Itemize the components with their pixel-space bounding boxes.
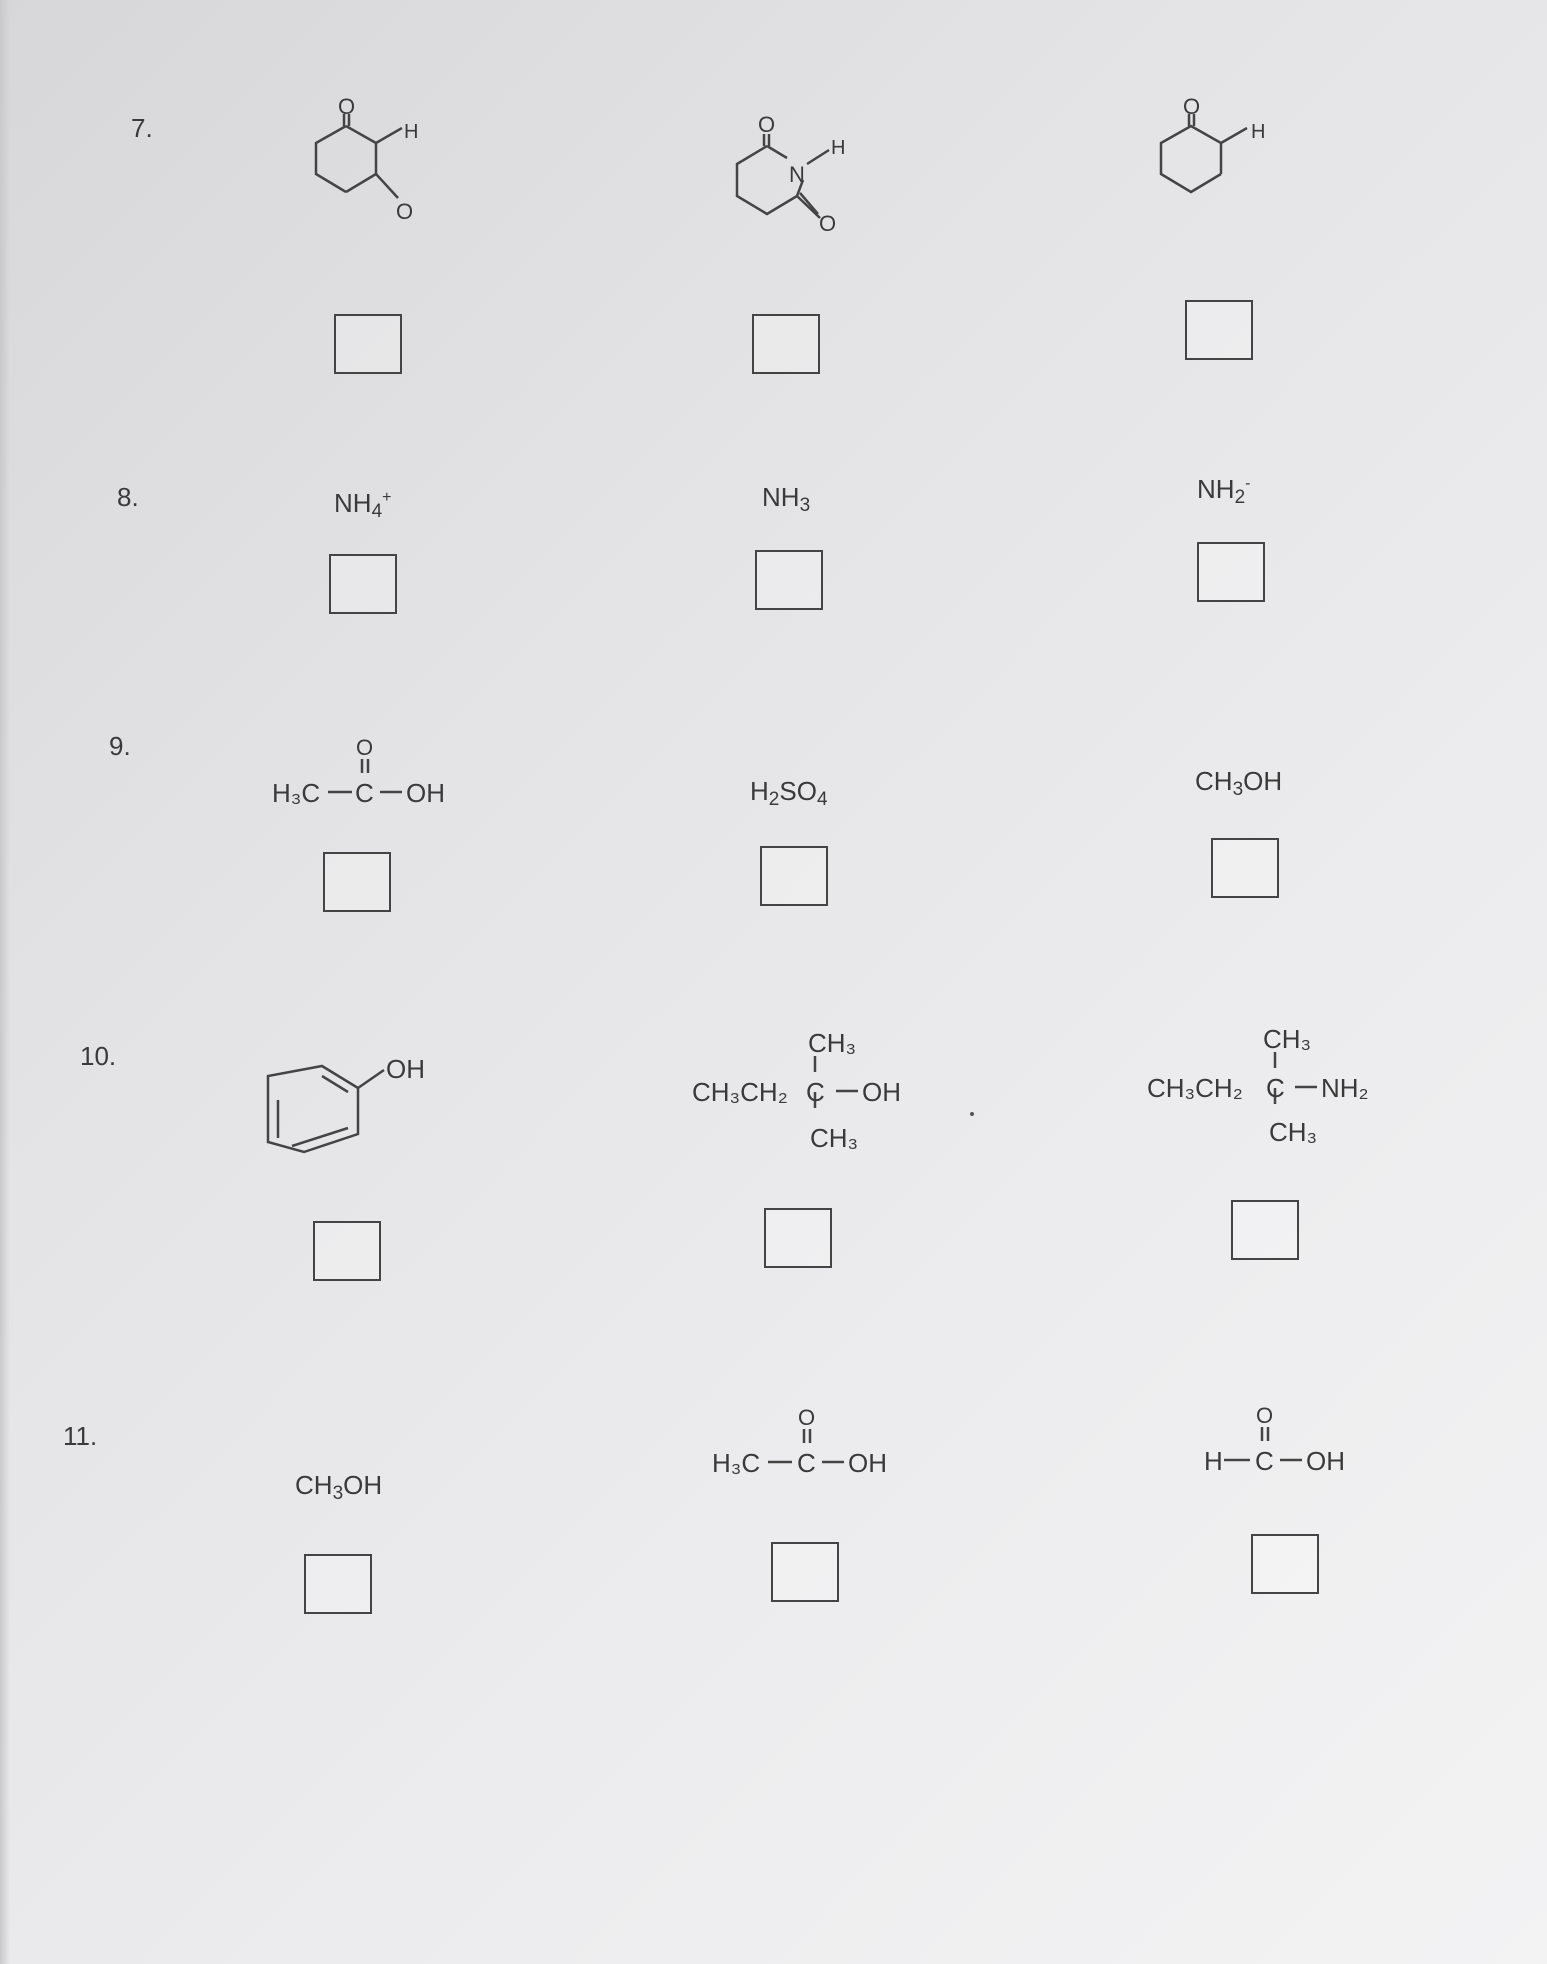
atom-h: H xyxy=(1251,121,1266,143)
answer-checkbox-q7-c[interactable] xyxy=(1185,300,1253,360)
atom-n: N xyxy=(789,162,805,187)
sulfuric-acid-formula: $H_2SO_4$ xyxy=(750,776,828,810)
atom-c: C xyxy=(1266,1073,1285,1103)
answer-checkbox-q9-b[interactable] xyxy=(760,846,828,906)
amino-group: NH₂ xyxy=(1321,1073,1369,1103)
answer-checkbox-q11-b[interactable] xyxy=(771,1542,839,1602)
answer-checkbox-q11-a[interactable] xyxy=(304,1554,372,1614)
acetic-acid-structure xyxy=(270,735,470,808)
answer-checkbox-q9-a[interactable] xyxy=(323,852,391,912)
page-edge-shadow xyxy=(0,0,10,1964)
acetic-acid-structure xyxy=(710,1405,910,1478)
methyl-group: CH₃ xyxy=(810,1123,859,1153)
answer-checkbox-q8-c[interactable] xyxy=(1197,542,1265,602)
hydroxyl-group: OH xyxy=(1306,1446,1345,1476)
answer-checkbox-q10-a[interactable] xyxy=(313,1221,381,1281)
ammonia-formula: $NH_3$ xyxy=(762,482,811,516)
atom-c: C xyxy=(806,1077,825,1107)
answer-checkbox-q8-a[interactable] xyxy=(329,554,397,614)
atom-o: O xyxy=(798,1405,816,1430)
answer-checkbox-q9-c[interactable] xyxy=(1211,838,1279,898)
cyclohexane-1-3-dione-aldehyde-structure xyxy=(280,94,450,280)
methyl-group: CH₃ xyxy=(1263,1024,1312,1054)
atom-o: O xyxy=(819,211,837,236)
atom-o: O xyxy=(338,94,356,119)
answer-checkbox-q10-c[interactable] xyxy=(1231,1200,1299,1260)
methanol-formula: $CH_3OH$ xyxy=(1195,766,1283,800)
tert-pentylamine-structure xyxy=(1145,1018,1385,1163)
hydroxyl-group: OH xyxy=(406,778,445,808)
atom-o: O xyxy=(396,199,414,224)
piperidinedione-structure xyxy=(705,112,875,288)
question-number: 7. xyxy=(131,113,153,143)
atom-c: C xyxy=(797,1448,816,1478)
answer-checkbox-q7-a[interactable] xyxy=(334,314,402,374)
tert-pentanol-structure xyxy=(690,1022,920,1167)
atom-o: O xyxy=(758,112,776,137)
hydroxyl-group: OH xyxy=(862,1077,901,1107)
atom-c: C xyxy=(355,778,374,808)
methyl-group: CH₃ xyxy=(808,1028,857,1058)
stray-dot xyxy=(970,1112,974,1116)
question-number: 9. xyxy=(109,731,131,761)
cyclohexane-carbonyl-aldehyde-structure xyxy=(1125,94,1295,280)
methyl-group: H₃C xyxy=(712,1448,761,1478)
ethyl-group: CH₃CH₂ xyxy=(1147,1073,1243,1103)
atom-c: C xyxy=(1255,1446,1274,1476)
methyl-group: CH₃ xyxy=(1269,1117,1318,1147)
hydrogen-atom: H xyxy=(1204,1446,1223,1476)
methanol-formula: $CH_3OH$ xyxy=(295,1470,383,1504)
atom-o: O xyxy=(1256,1403,1274,1428)
answer-checkbox-q8-b[interactable] xyxy=(755,550,823,610)
answer-checkbox-q11-c[interactable] xyxy=(1251,1534,1319,1594)
atom-h: H xyxy=(404,121,419,143)
methyl-group: H₃C xyxy=(272,778,321,808)
question-number: 8. xyxy=(117,482,139,512)
atom-h: H xyxy=(831,137,846,159)
hydroxyl-group: OH xyxy=(848,1448,887,1478)
answer-checkbox-q7-b[interactable] xyxy=(752,314,820,374)
answer-checkbox-q10-b[interactable] xyxy=(764,1208,832,1268)
atom-o: O xyxy=(356,735,374,760)
hydroxyl-group: OH xyxy=(386,1054,425,1084)
ethyl-group: CH₃CH₂ xyxy=(692,1077,788,1107)
phenol-structure xyxy=(260,1050,450,1160)
amide-ion-formula: $NH_2^-$ xyxy=(1197,474,1251,508)
formic-acid-structure xyxy=(1200,1403,1370,1476)
question-number: 11. xyxy=(63,1421,98,1451)
question-number: 10. xyxy=(80,1041,117,1071)
atom-o: O xyxy=(1183,94,1201,119)
ammonium-formula: $NH_4^+$ xyxy=(334,488,392,522)
